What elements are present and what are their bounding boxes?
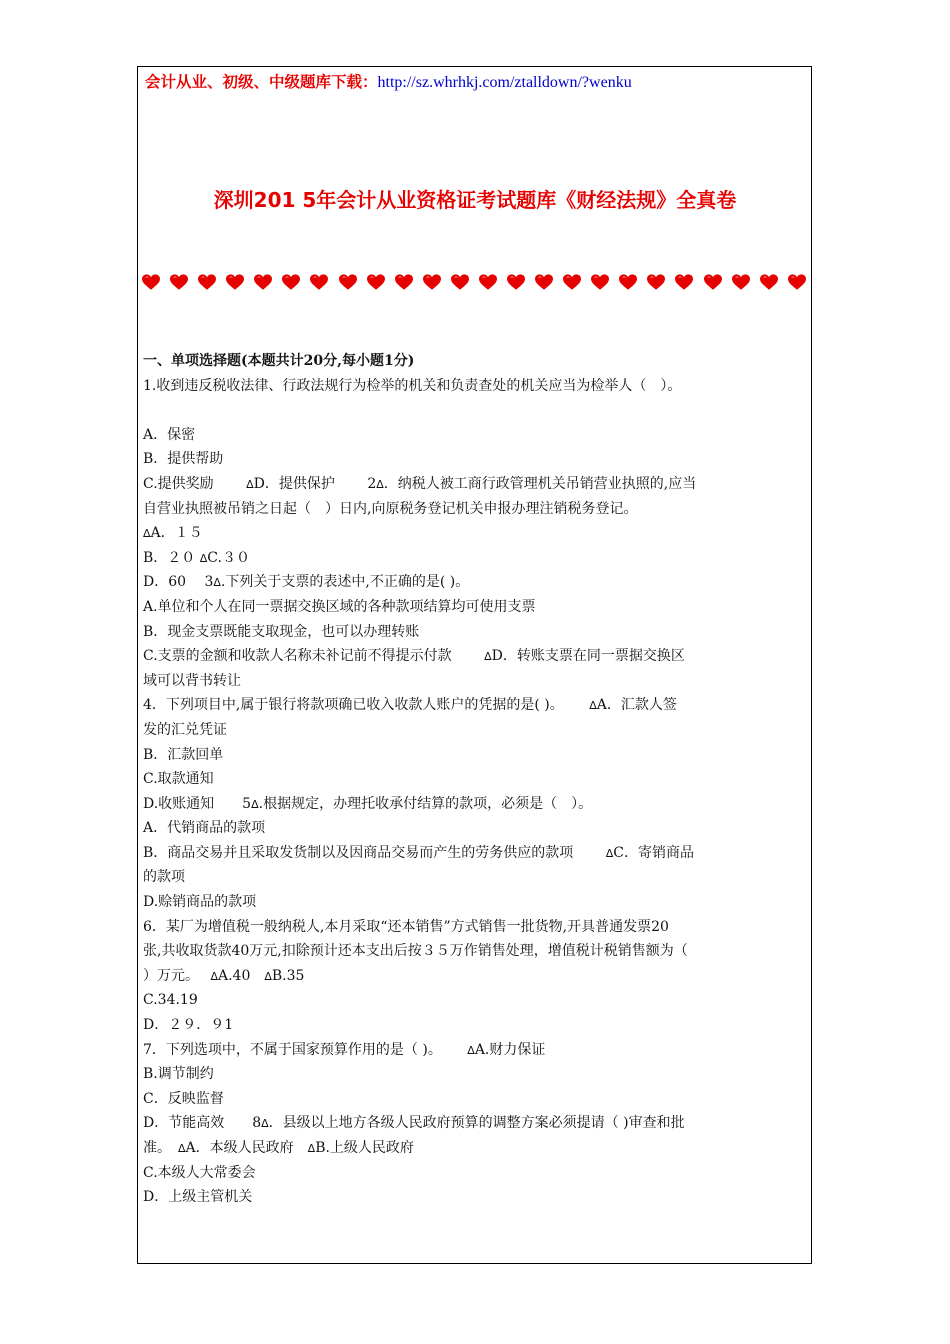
heart-icon <box>226 274 244 291</box>
line-text: D．上级主管机关 <box>143 1189 253 1206</box>
line-text: 4．下列项目中,属于银行将款项确已收入收款人账户的凭据的是( )。 <box>143 697 590 714</box>
heart-icon <box>760 274 778 291</box>
bullet-mark-icon: ᐃ <box>484 650 492 664</box>
line-text: C．反映监督 <box>143 1090 224 1107</box>
question-lines <box>143 374 803 1210</box>
bullet-mark-icon: ᐃ <box>199 551 208 565</box>
heart-icon <box>591 274 609 291</box>
heart-icon <box>479 274 497 291</box>
line-text: B．提供帮助 <box>143 451 224 468</box>
heart-icon <box>507 274 525 291</box>
line-text: D．60 3 <box>143 574 214 591</box>
page-title: 深圳201 5年会计从业资格证考试题库《财经法规》全真卷 <box>213 188 737 212</box>
line-text: B．现金支票既能支取现金，也可以办理转账 <box>143 623 420 640</box>
line-text: A．１５ <box>150 525 203 542</box>
line-text: D．２９．９1 <box>143 1017 234 1034</box>
line-text: D.收账通知 5 <box>143 795 252 812</box>
question-line <box>143 865 803 890</box>
question-line <box>143 1111 803 1136</box>
heart-icon <box>704 274 722 291</box>
question-line <box>143 693 803 718</box>
question-line <box>143 792 803 817</box>
question-line <box>143 620 803 645</box>
bullet-mark-icon: ᐃ <box>143 527 151 541</box>
line-text: A．汇款人签 <box>596 697 677 714</box>
question-line <box>143 841 803 866</box>
bullet-mark-icon: ᐃ <box>589 699 597 713</box>
line-text: ．县级以上地方各级人民政府预算的调整方案必须提请（ )审查和批 <box>268 1115 685 1132</box>
question-line <box>143 1062 803 1087</box>
question-line <box>143 915 803 940</box>
line-text: B．汇款回单 <box>143 746 224 763</box>
section-heading: 一、单项选择题(本题共计20分,每小题1分) <box>143 353 415 369</box>
line-text: 1.收到违反税收法律、行政法规行为检举的机关和负责查处的机关应当为检举人（ ）。 <box>143 377 682 394</box>
heart-divider <box>142 268 806 296</box>
line-text: 域可以背书转让 <box>143 672 241 689</box>
question-line <box>143 1087 803 1112</box>
line-text: 自营业执照被吊销之日起（ ）日内,向原税务登记机关申报办理注销税务登记。 <box>143 500 638 517</box>
line-text: 张,共收取货款40万元,扣除预计还本支出后按３５万作销售处理，增值税计税销售额为（ <box>143 943 688 960</box>
bullet-mark-icon: ᐃ <box>213 576 221 590</box>
question-line <box>143 939 803 964</box>
line-text: C.本级人大常委会 <box>143 1164 256 1181</box>
line-text: A．代销商品的款项 <box>143 820 266 837</box>
heart-icon <box>198 274 216 291</box>
line-text: C．寄销商品 <box>613 844 694 861</box>
line-text: 的款项 <box>143 869 185 886</box>
line-text: C.３０ <box>207 549 250 566</box>
bullet-mark-icon: ᐃ <box>251 797 259 811</box>
question-line <box>143 816 803 841</box>
bullet-mark-icon: ᐃ <box>307 1142 316 1155</box>
heart-icon <box>788 274 806 291</box>
line-text: 发的汇兑凭证 <box>143 721 227 738</box>
question-line <box>143 472 803 497</box>
question-line <box>143 644 803 669</box>
heart-icon <box>451 274 469 291</box>
bullet-mark-icon: ᐃ <box>210 969 218 983</box>
line-text: A．保密 <box>143 426 196 443</box>
line-text: 7．下列选项中，不属于国家预算作用的是（ )。 <box>143 1041 468 1058</box>
question-line <box>143 423 803 448</box>
question-body <box>143 349 803 1210</box>
download-link[interactable]: http://sz.whrhkj.com/ztalldown/?wenku <box>377 74 632 91</box>
line-text: ）万元。 <box>143 967 211 984</box>
line-text: B．商品交易并且采取发货制以及因商品交易而产生的劳务供应的款项 <box>143 844 606 861</box>
line-text: A．本级人民政府 <box>185 1140 308 1156</box>
heart-icon <box>535 274 553 291</box>
question-line <box>143 374 803 399</box>
question-line <box>143 546 803 571</box>
bullet-mark-icon: ᐃ <box>261 1117 269 1131</box>
line-text: B．２０ <box>143 549 200 566</box>
question-line <box>143 890 803 915</box>
line-text: D．节能高效 8 <box>143 1115 262 1132</box>
heart-icon <box>282 274 300 291</box>
bullet-mark-icon: ᐃ <box>467 1043 475 1057</box>
question-line <box>143 497 803 522</box>
question-line <box>143 521 803 546</box>
question-line <box>143 1038 803 1063</box>
line-text: A.40 <box>217 967 265 984</box>
heart-icon <box>619 274 637 291</box>
question-line <box>143 767 803 792</box>
question-line <box>143 1013 803 1038</box>
question-line <box>143 669 803 694</box>
heart-icon <box>732 274 750 291</box>
bullet-mark-icon: ᐃ <box>246 477 254 491</box>
heart-icon <box>563 274 581 291</box>
bullet-mark-icon: ᐃ <box>264 969 272 983</box>
heart-icon <box>647 274 665 291</box>
line-text: B.上级人民政府 <box>315 1140 414 1156</box>
bullet-mark-icon: ᐃ <box>178 1142 186 1155</box>
question-line <box>143 595 803 620</box>
heart-icon <box>310 274 328 291</box>
heart-icon <box>675 274 693 291</box>
heart-icon <box>423 274 441 291</box>
heart-icon <box>170 274 188 291</box>
line-text: .根据规定，办理托收承付结算的款项，必须是（ ）。 <box>258 795 593 812</box>
question-line <box>143 718 803 743</box>
question-line <box>143 988 803 1013</box>
bullet-mark-icon: ᐃ <box>376 477 384 491</box>
heart-icon <box>142 274 160 291</box>
question-line <box>143 1136 803 1161</box>
question-line <box>143 1185 803 1210</box>
line-text: D．转账支票在同一票据交换区 <box>491 648 685 665</box>
bullet-mark-icon: ᐃ <box>605 846 614 860</box>
line-text: ．纳税人被工商行政管理机关吊销营业执照的,应当 <box>383 475 697 492</box>
line-text: .下列关于支票的表述中,不正确的是( )。 <box>220 574 470 591</box>
line-text: A.单位和个人在同一票据交换区域的各种款项结算均可使用支票 <box>143 598 536 615</box>
download-label: 会计从业、初级、中级题库下载： <box>145 73 378 91</box>
heart-icon <box>254 274 272 291</box>
question-line <box>143 398 803 423</box>
question-line <box>143 964 803 989</box>
line-text: C.取款通知 <box>143 771 214 788</box>
heart-icon <box>367 274 385 291</box>
line-text: A.财力保证 <box>474 1041 546 1058</box>
question-line <box>143 447 803 472</box>
question-line <box>143 570 803 595</box>
line-text: C.提供奖励 <box>143 475 247 492</box>
line-text: C.支票的金额和收款人名称未补记前不得提示付款 <box>143 648 485 665</box>
question-line <box>143 1161 803 1186</box>
heart-icon <box>339 274 357 291</box>
line-text: B.调节制约 <box>143 1066 214 1083</box>
heart-icon <box>395 274 413 291</box>
line-text: D．提供保护 2 <box>253 475 377 492</box>
question-line <box>143 743 803 768</box>
line-text: 6．某厂为增值税一般纳税人,本月采取“还本销售”方式销售一批货物,开具普通发票20 <box>143 918 669 935</box>
line-text: 准。 <box>143 1140 178 1156</box>
line-text: C.34.19 <box>143 992 198 1009</box>
line-text: B.35 <box>271 967 305 984</box>
line-text: D.赊销商品的款项 <box>143 894 257 911</box>
download-banner <box>145 70 632 92</box>
